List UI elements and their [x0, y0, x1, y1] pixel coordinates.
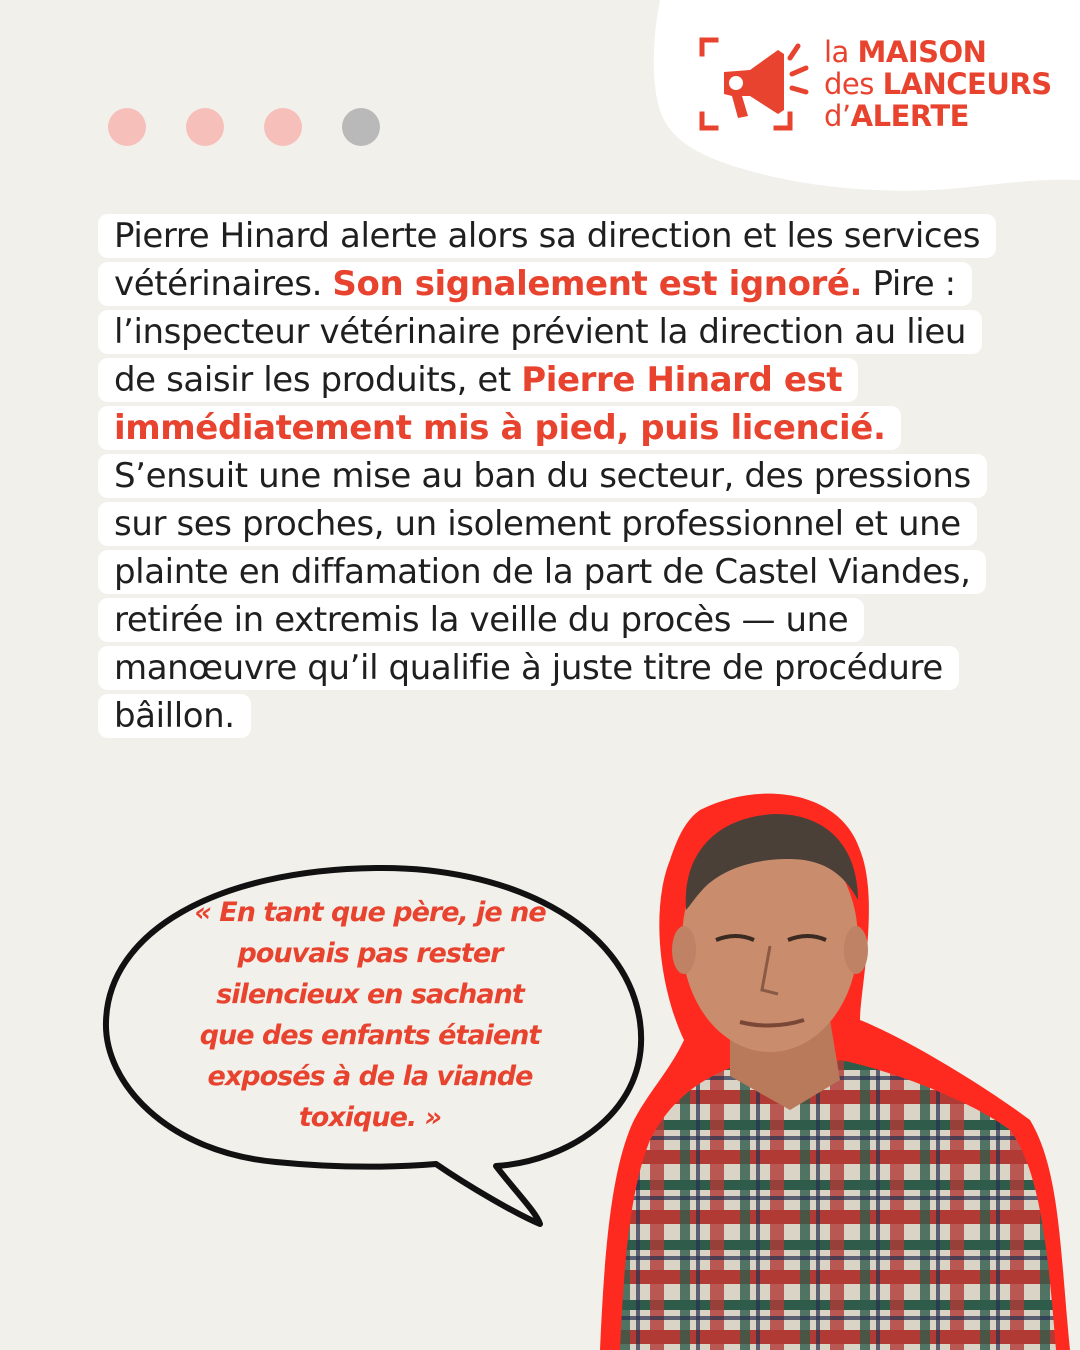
body-sentence-1: Pierre Hinard alerte alors sa direction et les services vétérinaires.	[114, 216, 981, 304]
page-dot-4-current[interactable]	[342, 108, 380, 146]
body-highlight-ignored: Son signalement est ignoré.	[332, 264, 863, 304]
page-dot-3[interactable]	[264, 108, 302, 146]
body-sentence-3: Pire : l’inspecteur vétérinaire prévient la direction au lieu de saisir les produits, et	[114, 264, 966, 400]
quote-text	[150, 892, 590, 1138]
carousel-pagination	[108, 108, 380, 146]
quote-line-1: « En tant que père, je ne	[194, 897, 546, 928]
quote-line-3: silencieux en sachant	[216, 979, 524, 1010]
body-paragraph	[98, 214, 996, 738]
quote-line-2: pouvais pas rester	[237, 938, 503, 969]
brand-line1-light: la	[824, 35, 858, 69]
brand-line2-bold: LANCEURS	[882, 67, 1052, 101]
brand-name	[824, 36, 1052, 132]
page-dot-1[interactable]	[108, 108, 146, 146]
brand-line3-light: d’	[824, 99, 851, 133]
body-sentence-5: S’ensuit une mise au ban du secteur, des pressions sur ses proches, un isolement professionnel et une plainte en diffamation de la part de Castel Viandes, retirée in extremis la veille du procès — une manœuvre qu’il qualifie à juste titre de procédure bâillon.	[114, 456, 971, 736]
page-dot-2[interactable]	[186, 108, 224, 146]
portrait-photo	[590, 790, 1080, 1350]
body-highlight-fired: Pierre Hinard est immédiatement mis à pied, puis licencié.	[114, 360, 886, 448]
quote-line-6: toxique. »	[298, 1102, 442, 1133]
quote-line-4: que des enfants étaient	[199, 1020, 541, 1051]
quote-line-5: exposés à de la viande	[207, 1061, 533, 1092]
brand-line2-light: des	[824, 67, 883, 101]
brand-line3-bold: ALERTE	[850, 99, 969, 133]
brand-line1-bold: MAISON	[857, 35, 987, 69]
body-text-block	[98, 212, 998, 740]
